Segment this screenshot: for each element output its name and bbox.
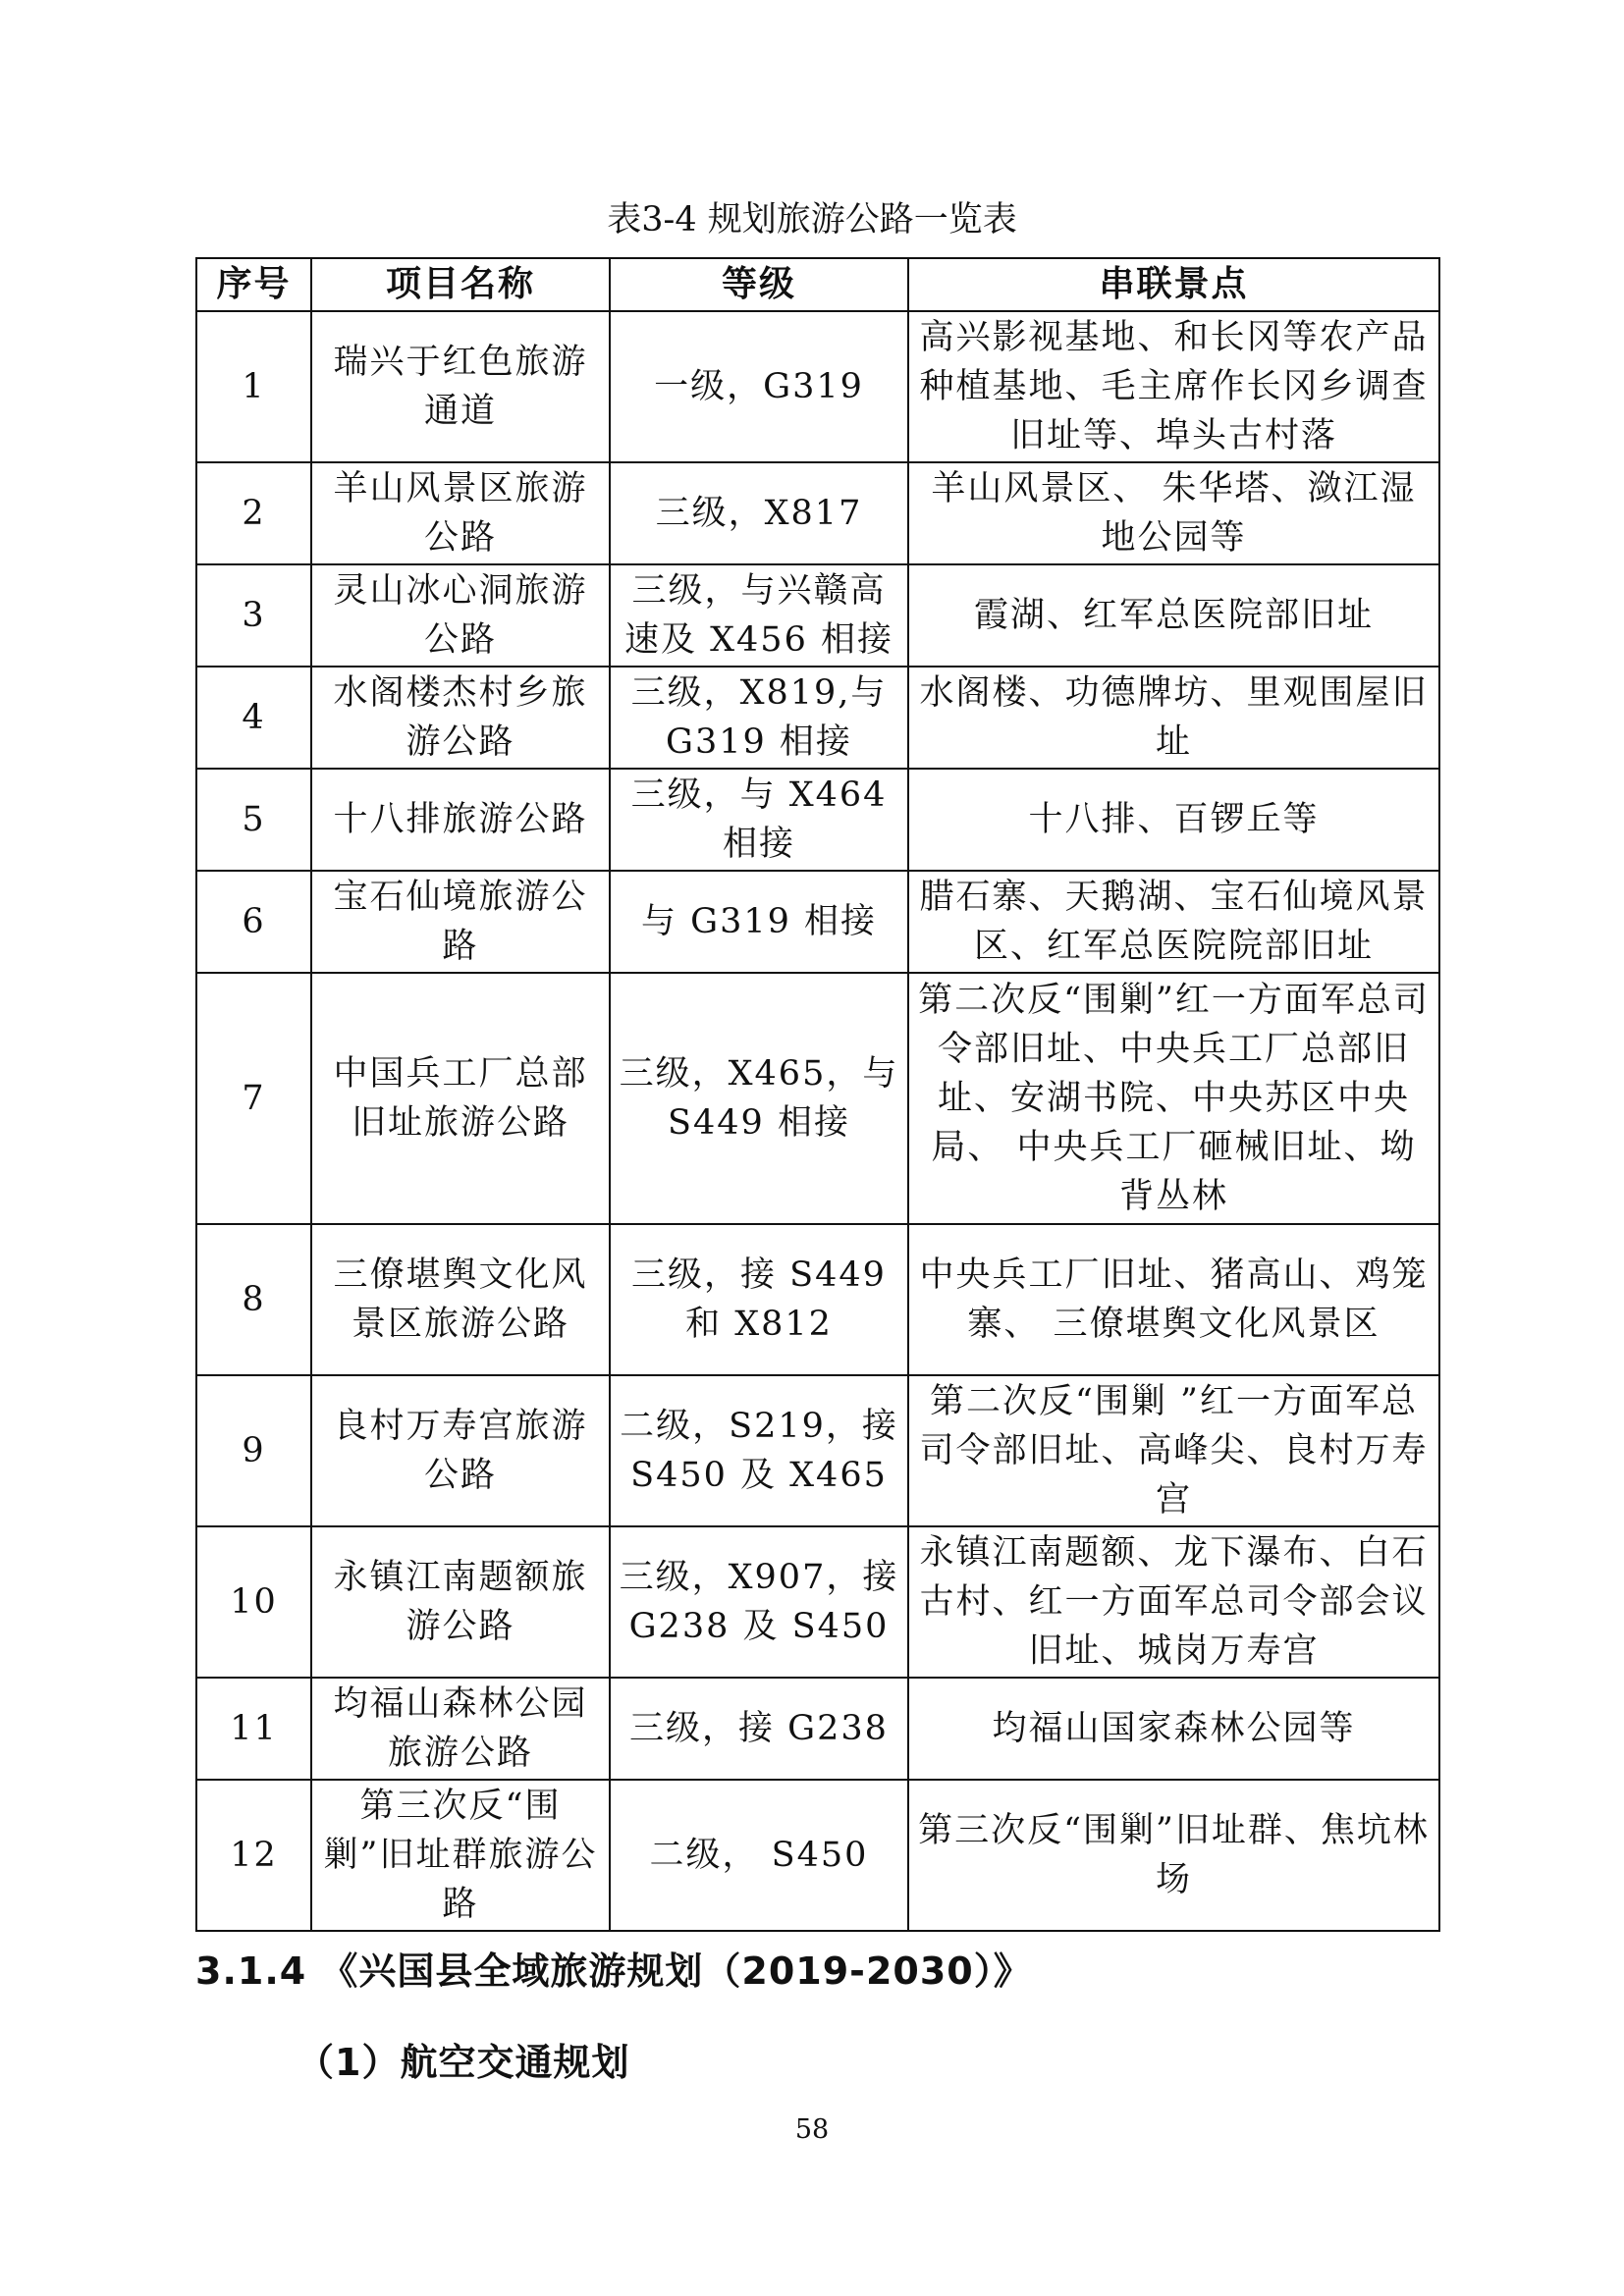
cell-grade: 三级，接 G238 — [610, 1678, 908, 1780]
table-row — [196, 311, 1439, 462]
cell-grade: 三级，X817 — [610, 462, 908, 564]
table-row — [196, 871, 1439, 973]
cell-spots: 均福山国家森林公园等 — [908, 1678, 1439, 1780]
cell-grade: 三级，与 X464 相接 — [610, 769, 908, 871]
table-row — [196, 1678, 1439, 1780]
cell-name: 十八排旅游公路 — [311, 769, 610, 871]
cell-no: 8 — [196, 1224, 311, 1375]
section-heading: 3.1.4 《兴国县全域旅游规划（2019-2030）》 — [195, 1949, 1032, 1993]
cell-no: 7 — [196, 973, 311, 1224]
cell-no: 4 — [196, 667, 311, 769]
table-row — [196, 462, 1439, 564]
cell-no: 1 — [196, 311, 311, 462]
page-number: 58 — [794, 2114, 830, 2145]
cell-name: 永镇江南题额旅游公路 — [311, 1526, 610, 1678]
header-spots: 串联景点 — [908, 258, 1439, 311]
table-row — [196, 1526, 1439, 1678]
cell-spots: 水阁楼、功德牌坊、里观围屋旧址 — [908, 667, 1439, 769]
cell-spots: 腊石寨、天鹅湖、宝石仙境风景区、红军总医院院部旧址 — [908, 871, 1439, 973]
cell-spots: 霞湖、红军总医院部旧址 — [908, 564, 1439, 667]
cell-grade: 三级，X465，与 S449 相接 — [610, 973, 908, 1224]
cell-name: 宝石仙境旅游公路 — [311, 871, 610, 973]
cell-grade: 二级，S219，接 S450 及 X465 — [610, 1375, 908, 1526]
cell-spots: 羊山风景区、 朱华塔、潋江湿地公园等 — [908, 462, 1439, 564]
cell-grade: 三级，与兴赣高速及 X456 相接 — [610, 564, 908, 667]
cell-grade: 二级， S450 — [610, 1780, 908, 1931]
cell-no: 3 — [196, 564, 311, 667]
table-row — [196, 564, 1439, 667]
table-header-row — [196, 258, 1439, 311]
cell-name: 三僚堪舆文化风景区旅游公路 — [311, 1224, 610, 1375]
cell-spots: 第二次反“围剿 ”红一方面军总司令部旧址、高峰尖、良村万寿宫 — [908, 1375, 1439, 1526]
header-grade: 等级 — [610, 258, 908, 311]
cell-no: 6 — [196, 871, 311, 973]
cell-grade: 三级，接 S449 和 X812 — [610, 1224, 908, 1375]
table-row — [196, 1375, 1439, 1526]
cell-spots: 永镇江南题额、龙下瀑布、白石古村、红一方面军总司令部会议旧址、城岗万寿宫 — [908, 1526, 1439, 1678]
cell-name: 灵山冰心洞旅游公路 — [311, 564, 610, 667]
table-row — [196, 769, 1439, 871]
cell-name: 瑞兴于红色旅游通道 — [311, 311, 610, 462]
cell-name: 羊山风景区旅游公路 — [311, 462, 610, 564]
table-row — [196, 1224, 1439, 1375]
table-row — [196, 1780, 1439, 1931]
cell-spots: 中央兵工厂旧址、猪高山、鸡笼寨、 三僚堪舆文化风景区 — [908, 1224, 1439, 1375]
table-row — [196, 973, 1439, 1224]
tourism-roads-table — [195, 257, 1440, 1932]
cell-grade: 三级，X819,与 G319 相接 — [610, 667, 908, 769]
header-no: 序号 — [196, 258, 311, 311]
cell-spots: 高兴影视基地、和长冈等农产品种植基地、毛主席作长冈乡调查旧址等、埠头古村落 — [908, 311, 1439, 462]
cell-grade: 一级，G319 — [610, 311, 908, 462]
cell-name: 良村万寿宫旅游公路 — [311, 1375, 610, 1526]
cell-grade: 与 G319 相接 — [610, 871, 908, 973]
table-caption: 表3-4 规划旅游公路一览表 — [607, 200, 1017, 240]
cell-spots: 十八排、百锣丘等 — [908, 769, 1439, 871]
cell-no: 5 — [196, 769, 311, 871]
cell-spots: 第三次反“围剿”旧址群、焦坑林场 — [908, 1780, 1439, 1931]
cell-name: 均福山森林公园旅游公路 — [311, 1678, 610, 1780]
cell-no: 10 — [196, 1526, 311, 1678]
cell-spots: 第二次反“围剿”红一方面军总司令部旧址、中央兵工厂总部旧址、安湖书院、中央苏区中央局、 中央兵工厂砸械旧址、坳背丛林 — [908, 973, 1439, 1224]
cell-no: 12 — [196, 1780, 311, 1931]
cell-name: 中国兵工厂总部旧址旅游公路 — [311, 973, 610, 1224]
table-row — [196, 667, 1439, 769]
cell-grade: 三级，X907，接 G238 及 S450 — [610, 1526, 908, 1678]
cell-no: 11 — [196, 1678, 311, 1780]
cell-no: 2 — [196, 462, 311, 564]
cell-name: 第三次反“围剿”旧址群旅游公路 — [311, 1780, 610, 1931]
subsection-heading: （1）航空交通规划 — [297, 2041, 630, 2084]
cell-no: 9 — [196, 1375, 311, 1526]
cell-name: 水阁楼杰村乡旅游公路 — [311, 667, 610, 769]
header-name: 项目名称 — [311, 258, 610, 311]
